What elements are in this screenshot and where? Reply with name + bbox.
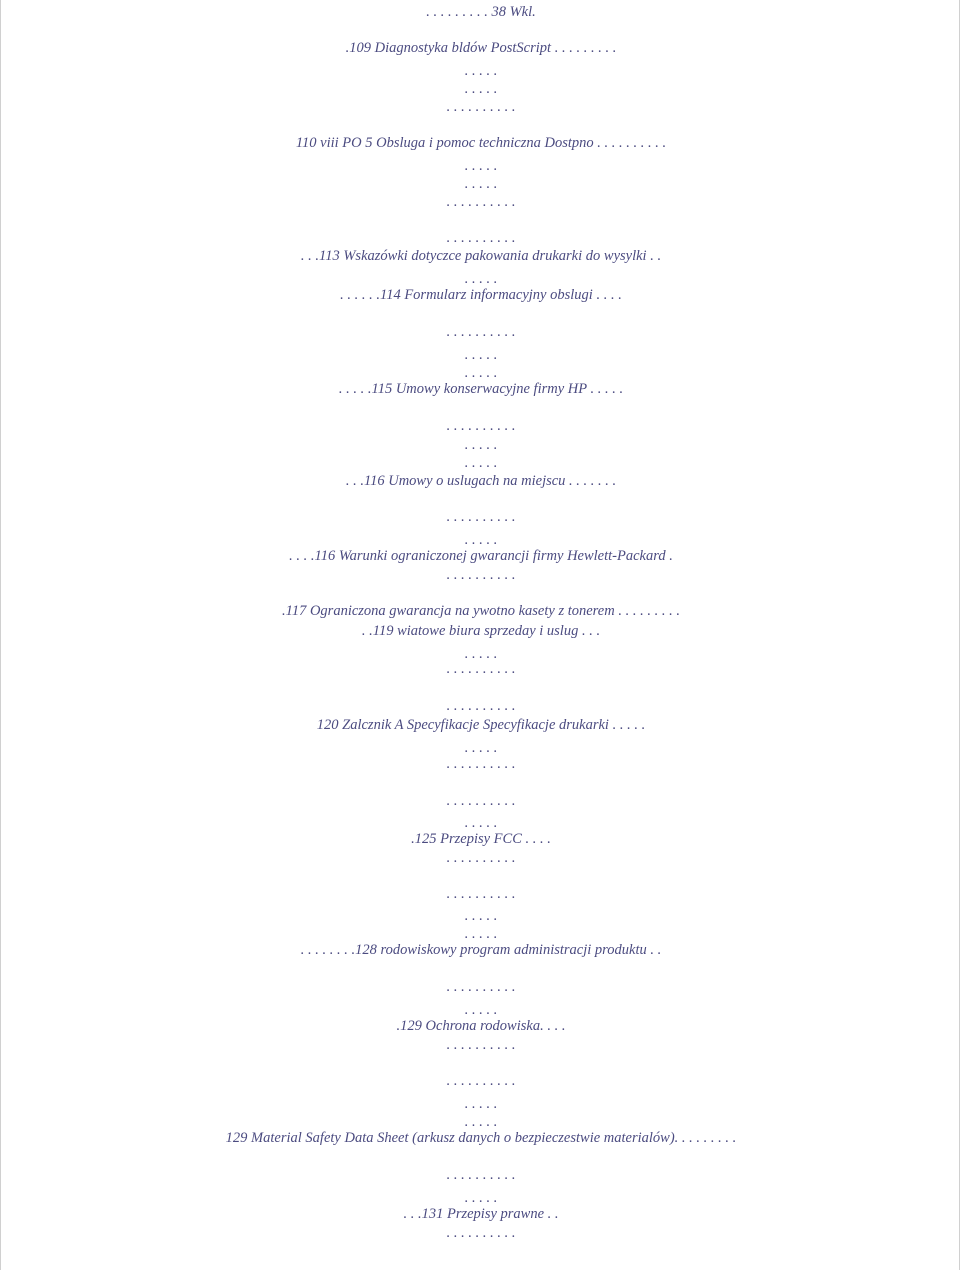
toc-line: . . .116 Umowy o uslugach na miejscu . . . . . . .	[345, 473, 617, 489]
toc-line: . . . . .	[464, 815, 498, 831]
toc-line: . . . . . .114 Formularz informacyjny obslugi . . . .	[340, 287, 622, 303]
toc-line: . . . . . . . . . .	[446, 661, 516, 677]
toc-line: . . .131 Przepisy prawne . .	[403, 1206, 559, 1222]
toc-line: . . . . .	[464, 365, 498, 381]
toc-line: . . . . . . . . . .	[446, 567, 516, 583]
toc-line: . . . . .	[464, 437, 498, 453]
toc-line: . . . . . . . . . .	[446, 324, 516, 340]
toc-line: . . . . .	[464, 1190, 498, 1206]
toc-line: . . . . .	[464, 646, 498, 662]
toc-line: . . .113 Wskazówki dotyczce pakowania drukarki do wysylki . .	[300, 248, 662, 264]
toc-line: . . . . . . . . . .	[446, 1167, 516, 1183]
toc-line: . . . . . . . . . .	[446, 756, 516, 772]
toc-line: . . . . . . . . . .	[446, 1073, 516, 1089]
toc-line: . . . . .	[464, 347, 498, 363]
toc-line: . . . . .	[464, 455, 498, 471]
toc-line: 120 Zalcznik A Specyfikacje Specyfikacje drukarki . . . . .	[316, 717, 646, 733]
toc-line: . . . . .	[464, 158, 498, 174]
toc-line: . . . . .	[464, 81, 498, 97]
toc-line: . . . . . . . . . .	[446, 698, 516, 714]
toc-line: . . . . .	[464, 1002, 498, 1018]
toc-line: .129 Ochrona rodowiska. . . .	[396, 1018, 566, 1034]
toc-line: . . . . .	[464, 271, 498, 287]
toc-line: . . . . .	[464, 908, 498, 924]
toc-line: . . . . .115 Umowy konserwacyjne firmy HP . . . . .	[338, 381, 624, 397]
toc-line: . . . . . . . . . .	[446, 1225, 516, 1241]
toc-line: .125 Przepisy FCC . . . .	[411, 831, 551, 847]
toc-line: . . . . .	[464, 532, 498, 548]
toc-line: . . . . .	[464, 1096, 498, 1112]
toc-line: . . . . . . . . . .	[446, 1037, 516, 1053]
toc-line: . . . . . . . .128 rodowiskowy program administracji produktu . .	[300, 942, 662, 958]
toc-line: . . . . . . . . . .	[446, 979, 516, 995]
toc-line: . . . . . . . . . .	[446, 418, 516, 434]
toc-line: . . . . .	[464, 926, 498, 942]
toc-line: . . . . . . . . . .	[446, 793, 516, 809]
toc-line: .117 Ograniczona gwarancja na ywotno kasety z tonerem . . . . . . . . .	[282, 603, 680, 619]
toc-line: 129 Material Safety Data Sheet (arkusz danych o bezpieczestwie materialów). . . . . . . . .	[225, 1130, 737, 1146]
toc-line: . . . . . . . . . .	[446, 194, 516, 210]
toc-line: . . . . .	[464, 1114, 498, 1130]
toc-line: . .119 wiatowe biura sprzeday i uslug . . .	[361, 623, 601, 639]
toc-line: . . . . .	[464, 740, 498, 756]
toc-line: 110 viii PO 5 Obsluga i pomoc techniczna Dostpno . . . . . . . . . .	[295, 135, 667, 151]
toc-line: . . . . . . . . . .	[446, 886, 516, 902]
toc-line: . . . . . . . . . 38 Wkl.	[426, 4, 536, 20]
toc-line: . . . . . . . . . .	[446, 230, 516, 246]
toc-line: . . . . .	[464, 176, 498, 192]
toc-line: . . . .116 Warunki ograniczonej gwarancji firmy Hewlett-Packard .	[289, 548, 673, 564]
toc-line: . . . . . . . . . .	[446, 850, 516, 866]
toc-line: . . . . . . . . . .	[446, 509, 516, 525]
toc-line: . . . . . . . . . .	[446, 99, 516, 115]
toc-line: . . . . .	[464, 63, 498, 79]
toc-line: .109 Diagnostyka bldów PostScript . . . . . . . . .	[345, 40, 617, 56]
